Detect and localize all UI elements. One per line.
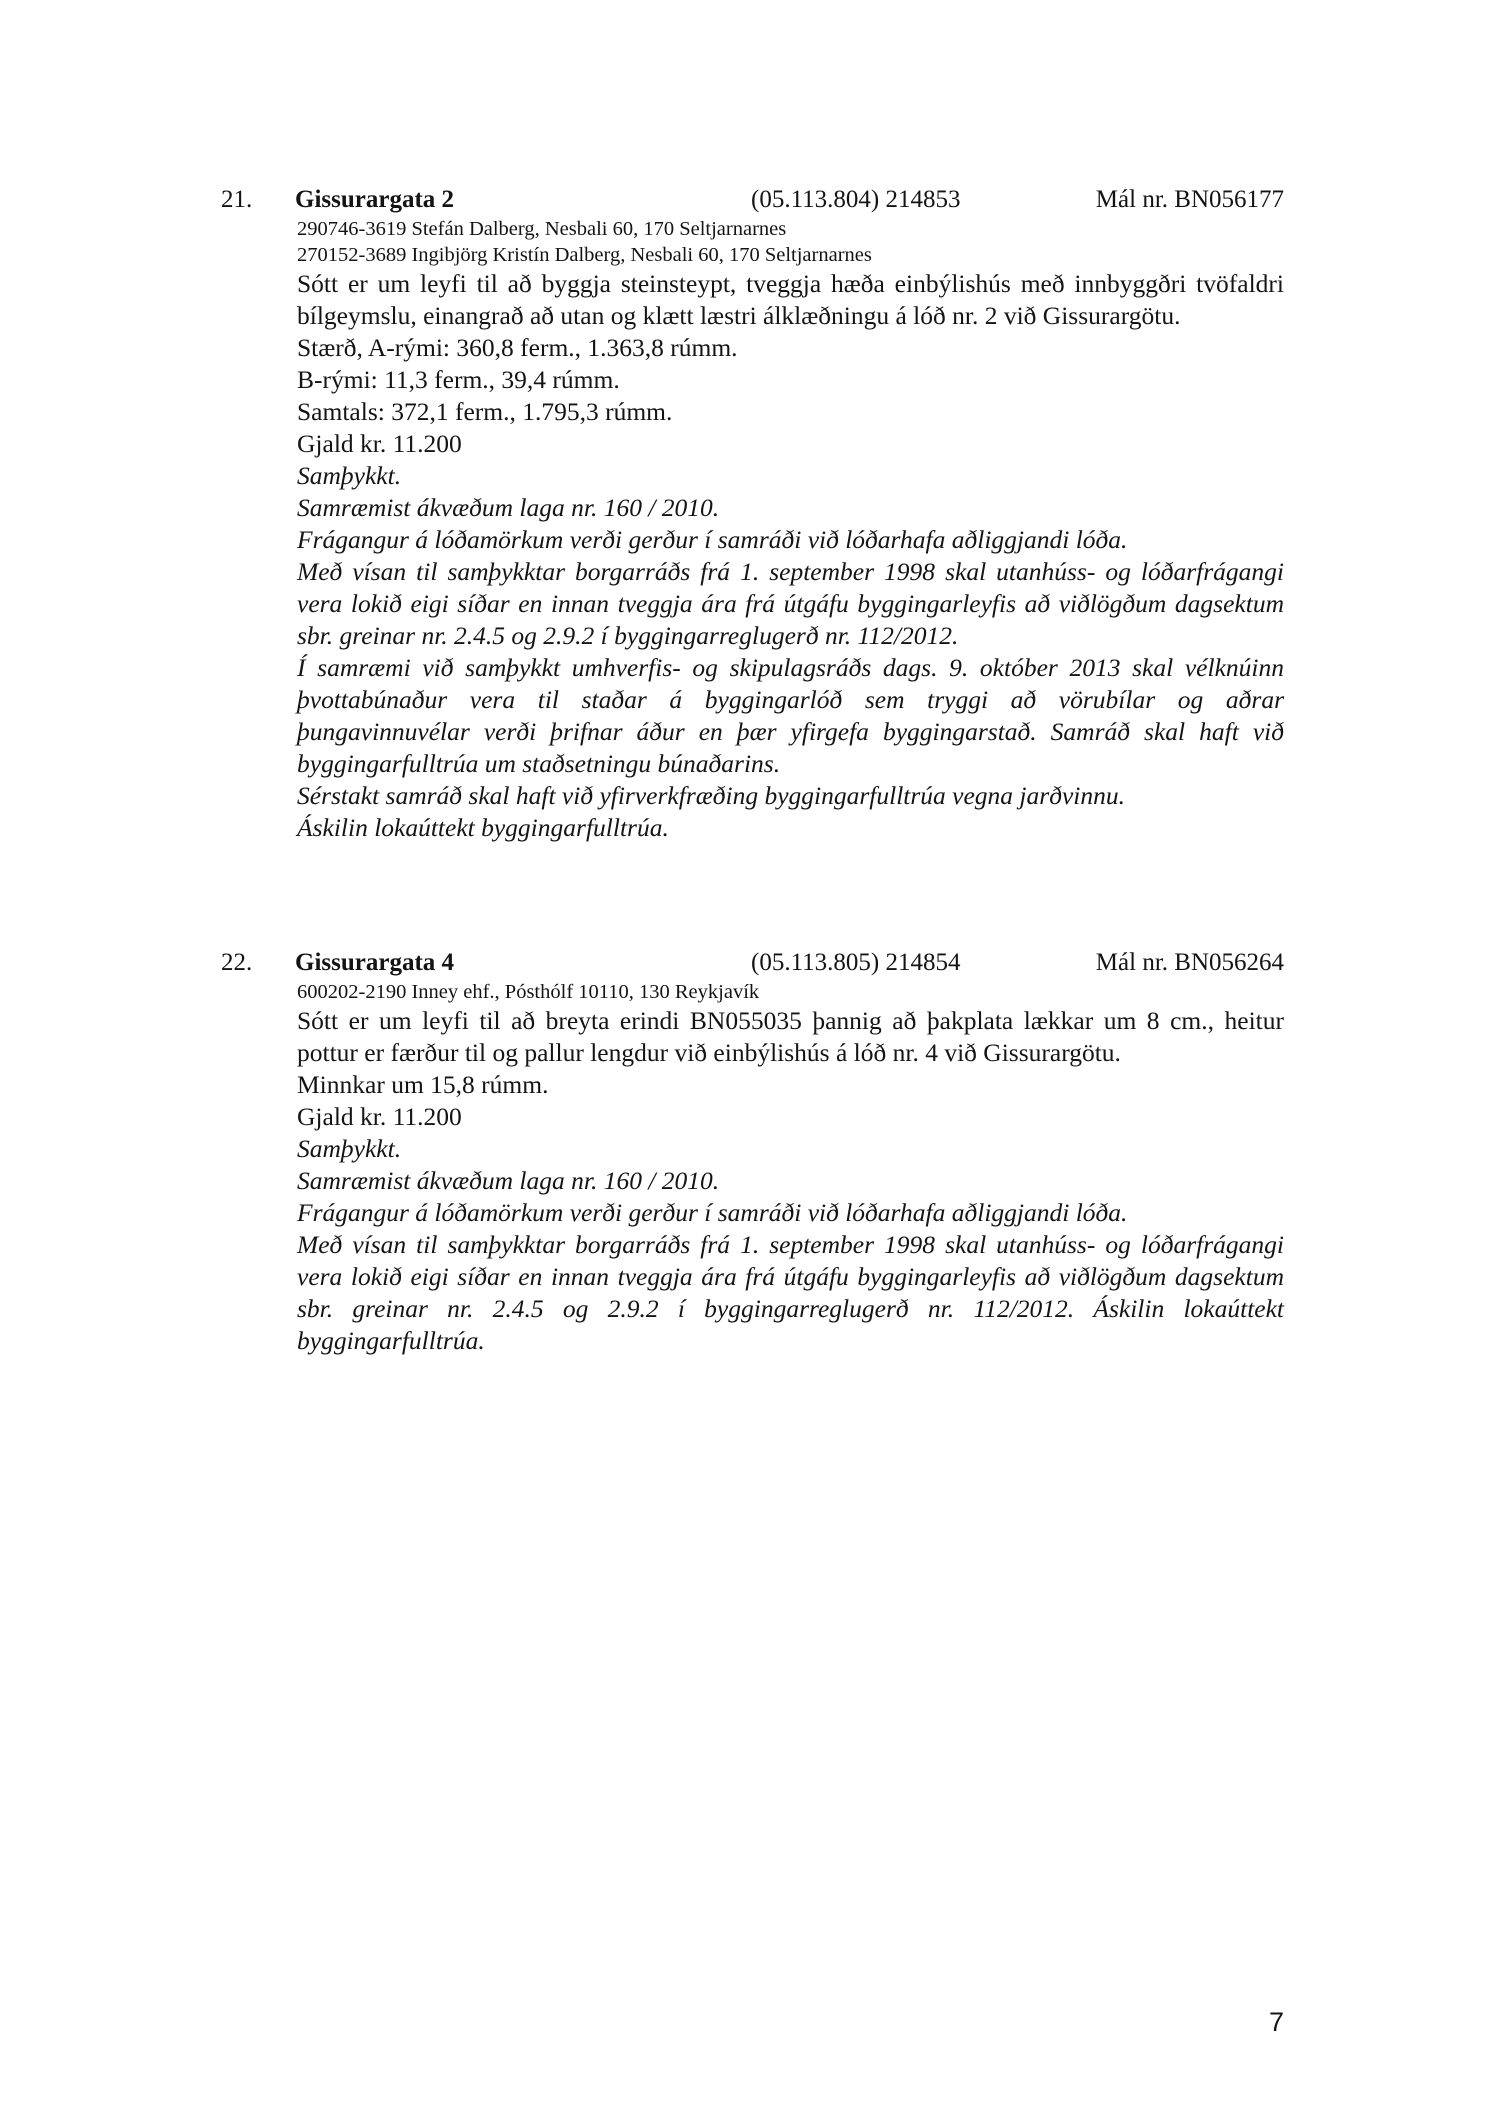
applicant-line: 290746-3619 Stefán Dalberg, Nesbali 60, 170 Seltjarnarnes	[297, 218, 787, 240]
decision-line: Samræmist ákvæðum laga nr. 160 / 2010.	[297, 493, 720, 522]
decision-line: Áskilin lokaúttekt byggingarfulltrúa.	[297, 813, 669, 842]
fee-line: Gjald kr. 11.200	[297, 429, 462, 458]
case-description: Sótt er um leyfi til að breyta erindi BN055035 þannig að þakplata lækkar um 8 cm., heitur pottur er færður til og pallur lengdur við einbýlishús á lóð nr. 4 við Gissurargötu.	[297, 1006, 1284, 1067]
case-reference: (05.113.805) 214854	[751, 949, 961, 976]
decision-line: Frágangur á lóðamörkum verði gerður í samráði við lóðarhafa aðliggjandi lóða.	[297, 1198, 1128, 1227]
decision-line: Samþykkt.	[297, 1134, 402, 1163]
decision-line: Í samræmi við samþykkt umhverfis- og skipulagsráðs dags. 9. október 2013 skal vélknúinn þvottabúnaður vera til staðar á byggingarlóð sem tryggi að vörubílar og aðrar þungavinnuvélar verði þrifnar áður en þær yfirgefa byggingarstað. Samráð skal haft við byggingarfulltrúa um staðsetningu búnaðarins.	[297, 653, 1284, 778]
decision-line: Með vísan til samþykktar borgarráðs frá 1. september 1998 skal utanhúss- og lóðarfrágangi vera lokið eigi síðar en innan tveggja ára frá útgáfu byggingarleyfis að viðlögðum dagsektum sbr. greinar nr. 2.4.5 og 2.9.2 í byggingarreglugerð nr. 112/2012. Áskilin lokaúttekt byggingarfulltrúa.	[297, 1230, 1284, 1355]
applicant-line: 600202-2190 Inney ehf., Pósthólf 10110, 130 Reykjavík	[297, 981, 760, 1003]
decision-line: Frágangur á lóðamörkum verði gerður í samráði við lóðarhafa aðliggjandi lóða.	[297, 525, 1128, 554]
case-body	[297, 216, 1284, 844]
case-entry	[221, 946, 1284, 1357]
case-number: 21.	[221, 186, 253, 213]
case-reference: (05.113.804) 214853	[751, 186, 961, 213]
detail-line: Samtals: 372,1 ferm., 1.795,3 rúmm.	[297, 397, 673, 426]
case-address: Gissurargata 2	[295, 186, 455, 213]
case-address: Gissurargata 4	[295, 949, 455, 976]
case-id: Mál nr. BN056264	[1095, 949, 1284, 976]
detail-line: B-rými: 11,3 ferm., 39,4 rúmm.	[297, 365, 620, 394]
detail-line: Minnkar um 15,8 rúmm.	[297, 1070, 549, 1099]
decision-line: Samræmist ákvæðum laga nr. 160 / 2010.	[297, 1166, 720, 1195]
decision-line: Með vísan til samþykktar borgarráðs frá 1. september 1998 skal utanhúss- og lóðarfrágangi vera lokið eigi síðar en innan tveggja ára frá útgáfu byggingarleyfis að viðlögðum dagsektum sbr. greinar nr. 2.4.5 og 2.9.2 í byggingarreglugerð nr. 112/2012.	[297, 557, 1284, 650]
case-id: Mál nr. BN056177	[1095, 186, 1284, 213]
detail-line: Stærð, A-rými: 360,8 ferm., 1.363,8 rúmm.	[297, 333, 738, 362]
case-body	[297, 979, 1284, 1357]
fee-line: Gjald kr. 11.200	[297, 1102, 462, 1131]
decision-line: Samþykkt.	[297, 461, 402, 490]
case-header	[221, 946, 1284, 979]
case-number: 22.	[221, 949, 253, 976]
case-entry	[221, 183, 1284, 844]
case-description: Sótt er um leyfi til að byggja steinsteypt, tveggja hæða einbýlishús með innbyggðri tvöfaldri bílgeymslu, einangrað að utan og klætt læstri álklæðningu á lóð nr. 2 við Gissurargötu.	[297, 269, 1284, 330]
page-number: 7	[1268, 2007, 1284, 2037]
case-header	[221, 183, 1284, 216]
decision-line: Sérstakt samráð skal haft við yfirverkfræðing byggingarfulltrúa vegna jarðvinnu.	[297, 781, 1125, 810]
applicant-line: 270152-3689 Ingibjörg Kristín Dalberg, Nesbali 60, 170 Seltjarnarnes	[297, 244, 872, 266]
